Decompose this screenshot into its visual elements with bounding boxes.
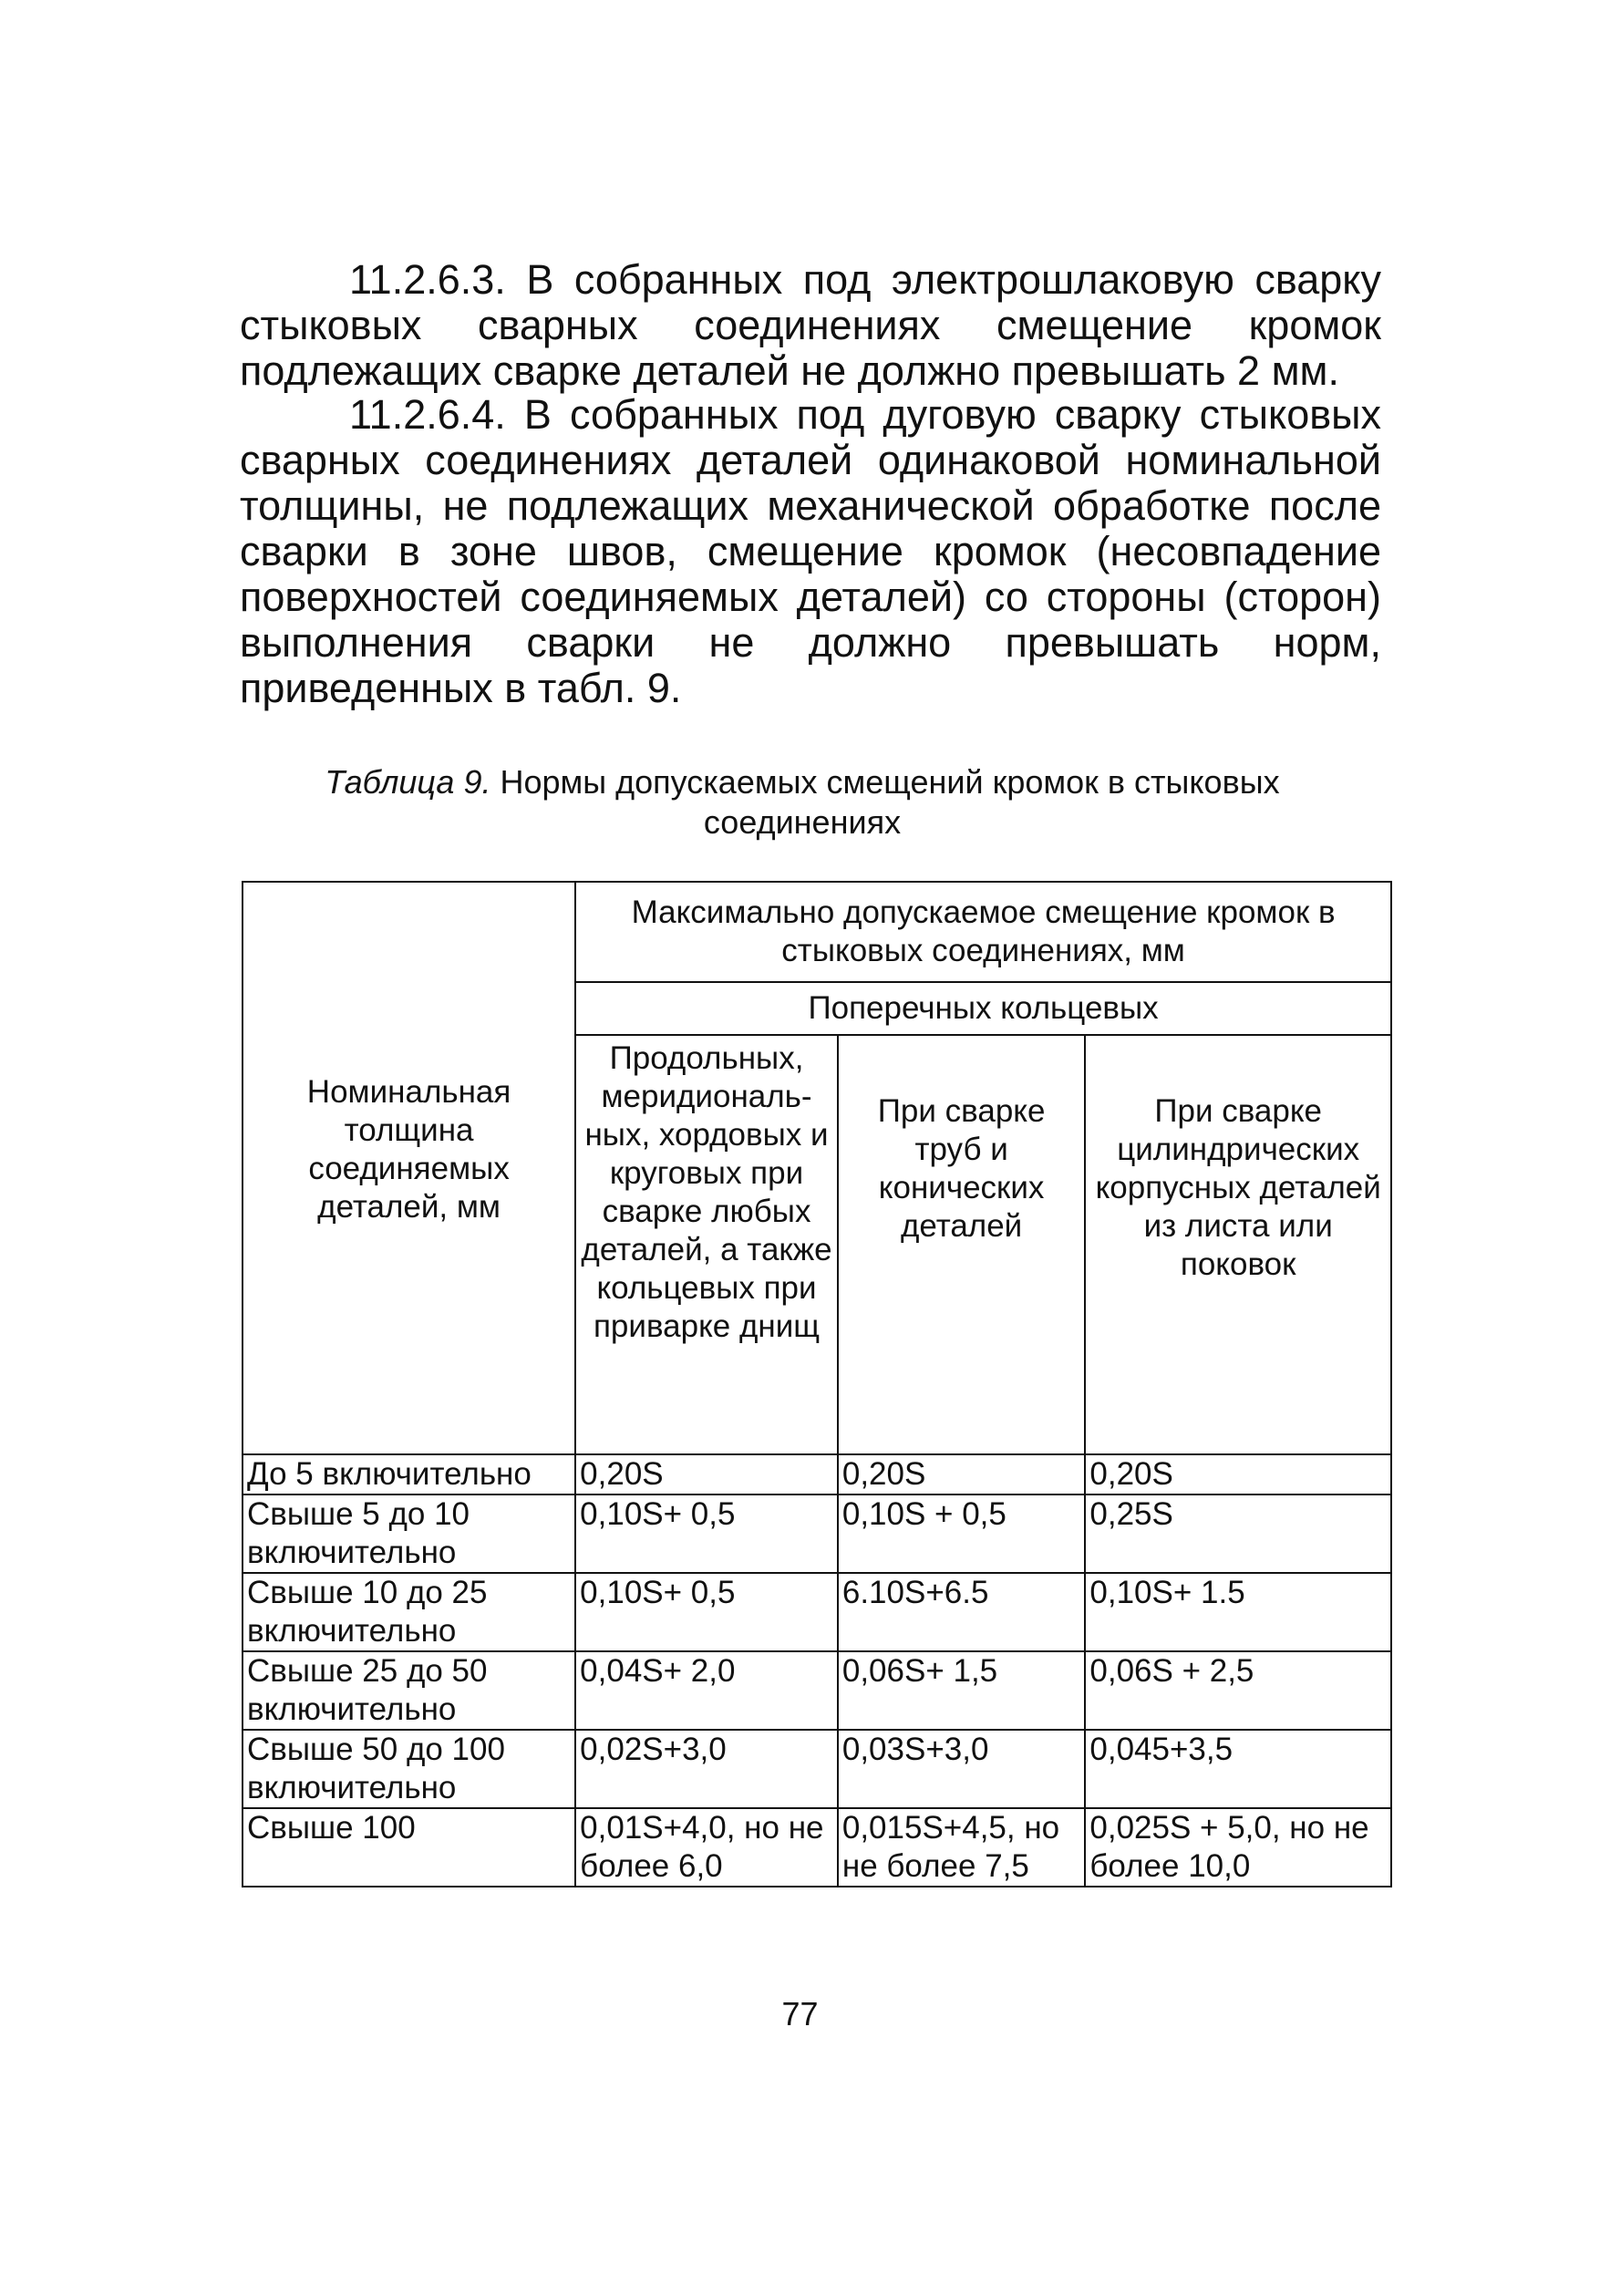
header-pipes-conical: При сварке труб и конических деталей bbox=[838, 1035, 1086, 1454]
cell-thickness: Свыше 10 до 25 включительно bbox=[243, 1573, 575, 1651]
paragraph-11-2-6-3: 11.2.6.3. В собранных под электрошлаковую сварку стыковых сварных соединениях смещение кромок подлежащих сварке деталей не должно превышать 2 мм. bbox=[240, 256, 1381, 394]
table-row bbox=[243, 1730, 1391, 1808]
table-caption-label: Таблица 9. bbox=[325, 763, 491, 801]
cell-longitudinal: 0,04S+ 2,0 bbox=[575, 1651, 838, 1730]
cell-thickness: Свыше 5 до 10 включительно bbox=[243, 1494, 575, 1573]
cell-cylindrical: 0,025S + 5,0, но не более 10,0 bbox=[1085, 1808, 1391, 1887]
table-row bbox=[243, 1808, 1391, 1887]
cell-cylindrical: 0,25S bbox=[1085, 1494, 1391, 1573]
cell-pipes: 6.10S+6.5 bbox=[838, 1573, 1086, 1651]
cell-thickness: Свыше 50 до 100 включительно bbox=[243, 1730, 575, 1808]
cell-thickness: Свыше 100 bbox=[243, 1808, 575, 1887]
cell-longitudinal: 0,20S bbox=[575, 1454, 838, 1494]
header-nominal-thickness: Номинальная толщина соединяемых деталей, мм bbox=[243, 882, 575, 1454]
header-longitudinal: Продольных, меридиональ-ных, хордовых и круговых при сварке любых деталей, а также кольцевых при приварке днищ bbox=[575, 1035, 838, 1454]
cell-pipes: 0,06S+ 1,5 bbox=[838, 1651, 1086, 1730]
table-row bbox=[243, 1573, 1391, 1651]
page-number: 77 bbox=[781, 1995, 819, 2032]
paragraph-11-2-6-4: 11.2.6.4. В собранных под дуговую сварку стыковых сварных соединениях деталей одинаковой номинальной толщины, не подлежащих механической обработке после сварки в зоне швов, смещение кромок (несовпадение поверхностей соединяемых деталей) со стороны (сторон) выполнения сварки не должно превышать норм, приведенных в табл. 9. bbox=[240, 391, 1381, 711]
header-transverse-circular: Поперечных кольцевых bbox=[575, 982, 1391, 1035]
cell-cylindrical: 0,10S+ 1.5 bbox=[1085, 1573, 1391, 1651]
table-row bbox=[243, 1651, 1391, 1730]
table-header-row-1 bbox=[243, 882, 1391, 982]
cell-pipes: 0,015S+4,5, но не более 7,5 bbox=[838, 1808, 1086, 1887]
cell-cylindrical: 0,045+3,5 bbox=[1085, 1730, 1391, 1808]
table-caption-text: Нормы допускаемых смещений кромок в стыковых соединениях bbox=[500, 763, 1280, 841]
cell-pipes: 0,10S + 0,5 bbox=[838, 1494, 1086, 1573]
cell-cylindrical: 0,20S bbox=[1085, 1454, 1391, 1494]
table-caption bbox=[310, 762, 1295, 843]
header-max-offset: Максимально допускаемое смещение кромок в стыковых соединениях, мм bbox=[575, 882, 1391, 982]
cell-longitudinal: 0,10S+ 0,5 bbox=[575, 1494, 838, 1573]
table-row bbox=[243, 1454, 1391, 1494]
edge-offset-norms-table bbox=[242, 881, 1392, 1887]
cell-cylindrical: 0,06S + 2,5 bbox=[1085, 1651, 1391, 1730]
cell-thickness: До 5 включительно bbox=[243, 1454, 575, 1494]
cell-pipes: 0,03S+3,0 bbox=[838, 1730, 1086, 1808]
cell-thickness: Свыше 25 до 50 включительно bbox=[243, 1651, 575, 1730]
header-cylindrical-shell: При сварке цилиндрических корпусных деталей из листа или поковок bbox=[1085, 1035, 1391, 1454]
cell-longitudinal: 0,02S+3,0 bbox=[575, 1730, 838, 1808]
cell-longitudinal: 0,10S+ 0,5 bbox=[575, 1573, 838, 1651]
cell-longitudinal: 0,01S+4,0, но не более 6,0 bbox=[575, 1808, 838, 1887]
cell-pipes: 0,20S bbox=[838, 1454, 1086, 1494]
table-row bbox=[243, 1494, 1391, 1573]
